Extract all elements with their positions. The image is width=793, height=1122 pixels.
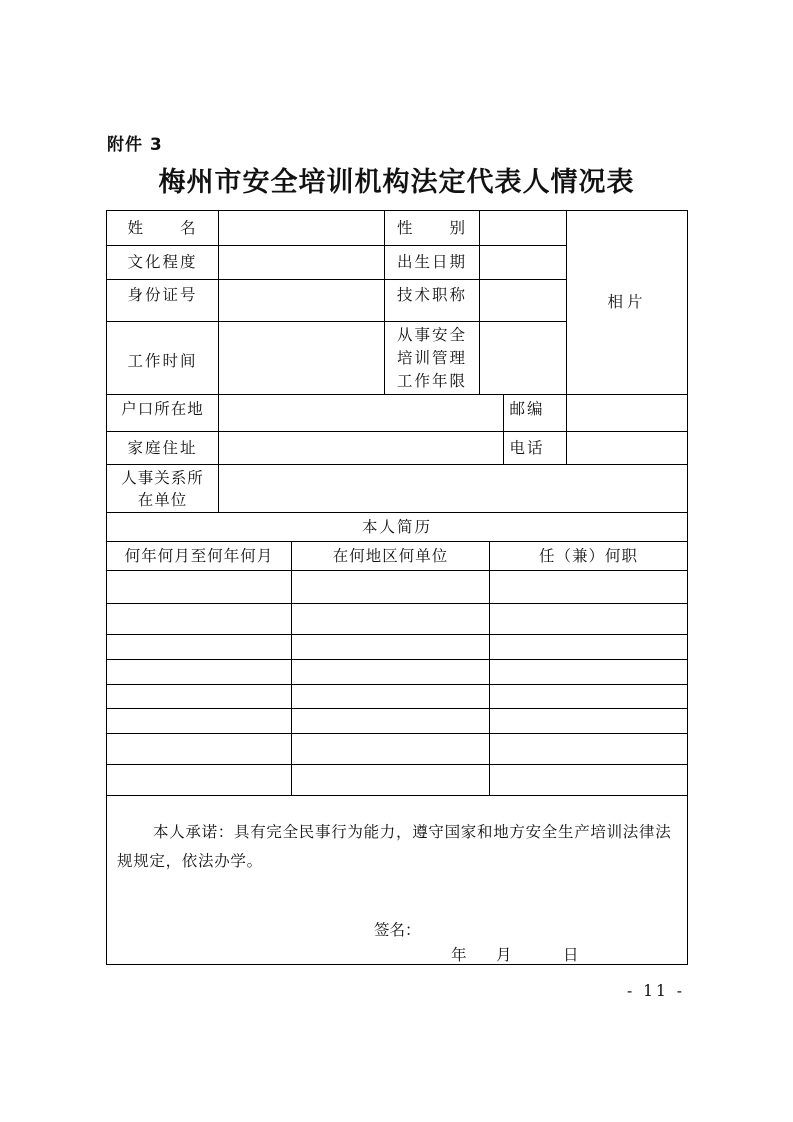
- technical-title-label: 技术职称: [396, 285, 467, 304]
- date-month-label: 月: [496, 946, 512, 964]
- resume-col-unit: 在何地区何单位: [332, 546, 449, 565]
- attachment-label: 附件 3: [107, 135, 163, 155]
- page-number: - 11 -: [626, 982, 685, 1000]
- hukou-field[interactable]: [219, 395, 503, 431]
- table-border-right: [687, 210, 688, 965]
- gender-label: 性 别: [396, 218, 467, 237]
- row-line: [106, 764, 688, 765]
- table-border-bottom: [106, 964, 688, 965]
- row-line: [106, 795, 688, 796]
- col-line: [489, 541, 490, 795]
- phone-field[interactable]: [567, 432, 687, 464]
- postcode-label: 邮编: [509, 399, 545, 418]
- row-line: [106, 733, 688, 734]
- home-address-label: 家庭住址: [127, 438, 198, 457]
- row-line: [106, 659, 688, 660]
- id-number-label: 身份证号: [127, 285, 198, 304]
- safety-training-years-label: [385, 322, 479, 394]
- date-day-label: 日: [563, 946, 579, 964]
- hukou-label: 户口所在地: [121, 399, 204, 418]
- date-year-label: 年: [451, 946, 467, 964]
- phone-label: 电话: [509, 438, 545, 457]
- hr-unit-line-2: 在单位: [137, 490, 188, 509]
- education-field[interactable]: [219, 246, 384, 279]
- name-field[interactable]: [219, 211, 384, 245]
- education-label: 文化程度: [127, 253, 198, 272]
- birth-date-field[interactable]: [480, 246, 566, 279]
- safety-years-line-3: 工作年限: [396, 371, 467, 390]
- safety-years-line-1: 从事安全: [396, 325, 467, 344]
- row-line: [106, 684, 688, 685]
- birth-date-label: 出生日期: [396, 253, 467, 272]
- home-address-field[interactable]: [219, 432, 503, 464]
- commitment-text: 本人承诺：具有完全民事行为能力，遵守国家和地方安全生产培训法律法规规定，依法办学。: [117, 823, 672, 870]
- technical-title-field[interactable]: [480, 280, 566, 321]
- id-number-field[interactable]: [219, 280, 384, 321]
- name-label: 姓 名: [127, 218, 198, 237]
- row-line: [106, 634, 688, 635]
- page-title: 梅州市安全培训机构法定代表人情况表: [158, 167, 635, 198]
- resume-col-period: 何年何月至何年何月: [124, 546, 274, 565]
- row-line: [106, 603, 688, 604]
- photo-box[interactable]: 相片: [607, 293, 647, 312]
- gender-field[interactable]: [480, 211, 566, 245]
- safety-training-years-field[interactable]: [480, 322, 566, 394]
- col-line: [291, 541, 292, 795]
- hr-unit-label: [107, 465, 218, 512]
- row-line: [106, 570, 688, 571]
- postcode-field[interactable]: [567, 395, 687, 431]
- row-line: [106, 708, 688, 709]
- resume-col-position: 任（兼）何职: [538, 546, 638, 565]
- work-time-field[interactable]: [219, 322, 384, 394]
- safety-years-line-2: 培训管理: [396, 348, 467, 367]
- hr-unit-line-1: 人事关系所: [121, 468, 204, 487]
- resume-heading: 本人简历: [361, 517, 432, 536]
- signature-label: 签名：: [374, 921, 421, 939]
- hr-unit-field[interactable]: [219, 465, 687, 512]
- work-time-label: 工作时间: [127, 352, 198, 371]
